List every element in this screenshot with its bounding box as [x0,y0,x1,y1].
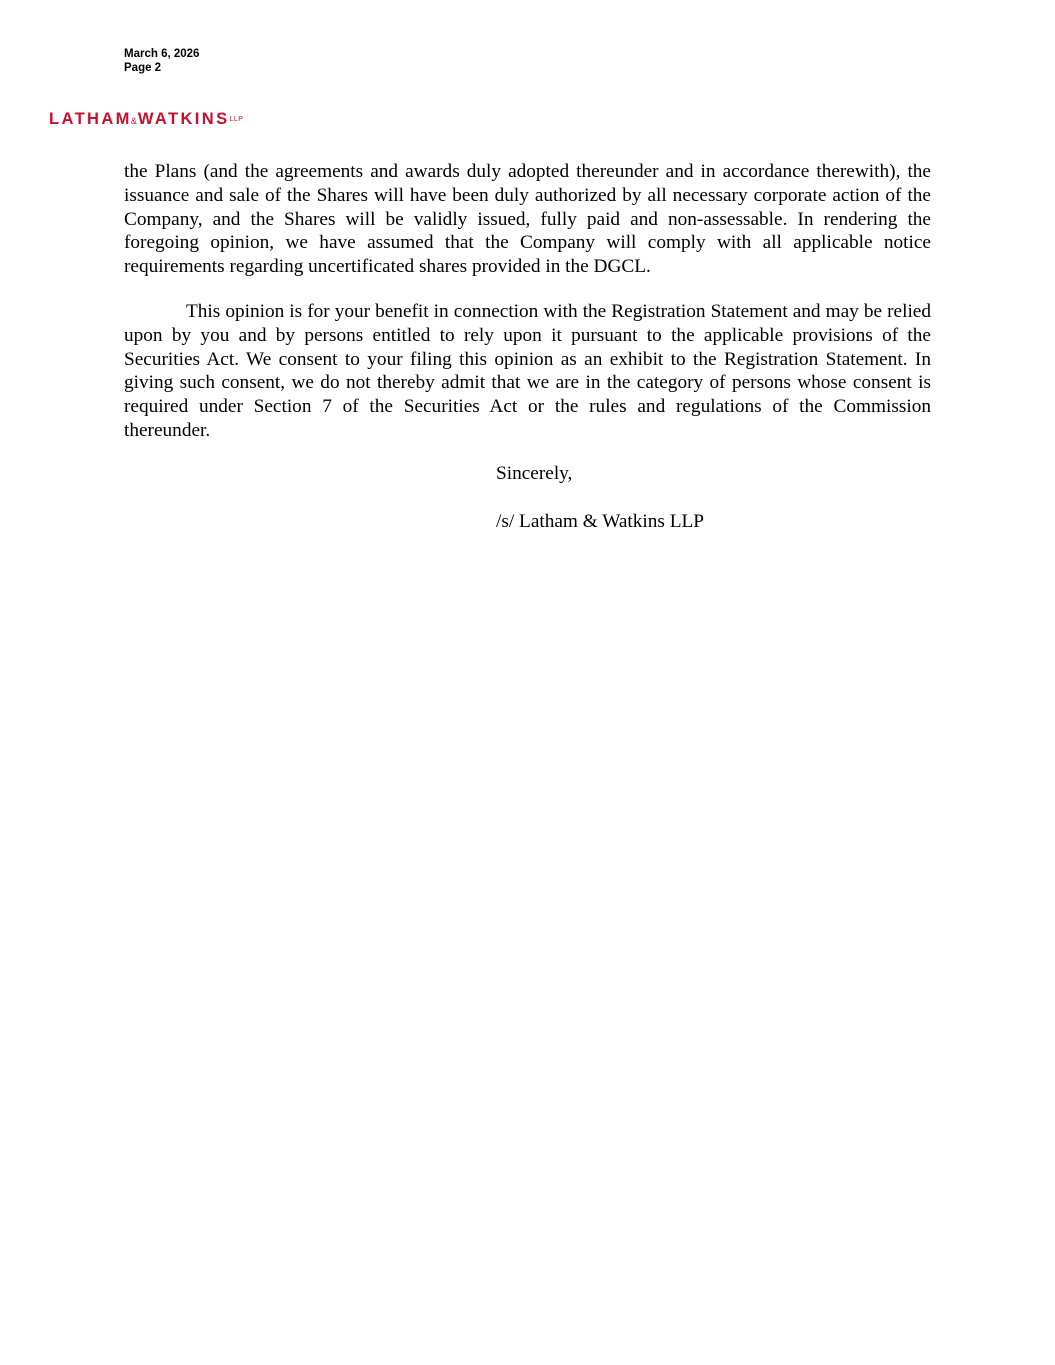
logo-word-watkins: WATKINS [137,110,230,128]
firm-logo [49,110,243,130]
letter-body [124,160,931,443]
logo-llp: LLP [229,116,244,123]
signature-line: /s/ Latham & Watkins LLP [496,511,705,532]
header-date: March 6, 2026 [124,48,200,60]
header-page-number: Page 2 [124,62,162,74]
body-paragraph-1: the Plans (and the agreements and awards duly adopted thereunder and in accordance therewith), the issuance and sale of the Shares will have been duly authorized by all necessary corporate action of the Company, and the Shares will be validly issued, fully paid and non-assessable. In rendering the foregoing opinion, we have assumed that the Company will comply with all applicable notice requirements regarding uncertificated shares provided in the DGCL. [124,161,931,278]
logo-ampersand: & [130,116,137,126]
body-paragraph-2: This opinion is for your benefit in connection with the Registration Statement and may be relied upon by you and by persons entitled to rely upon it pursuant to the applicable provisions of the Securities Act. We consent to your filing this opinion as an exhibit to the Registration Statement. In giving such consent, we do not thereby admit that we are in the category of persons whose consent is required under Section 7 of the Securities Act or the rules and regulations of the Commission thereunder. [124,300,931,441]
closing-salutation: Sincerely, [496,463,573,484]
logo-word-latham: LATHAM [49,110,132,128]
page-header [124,47,199,75]
